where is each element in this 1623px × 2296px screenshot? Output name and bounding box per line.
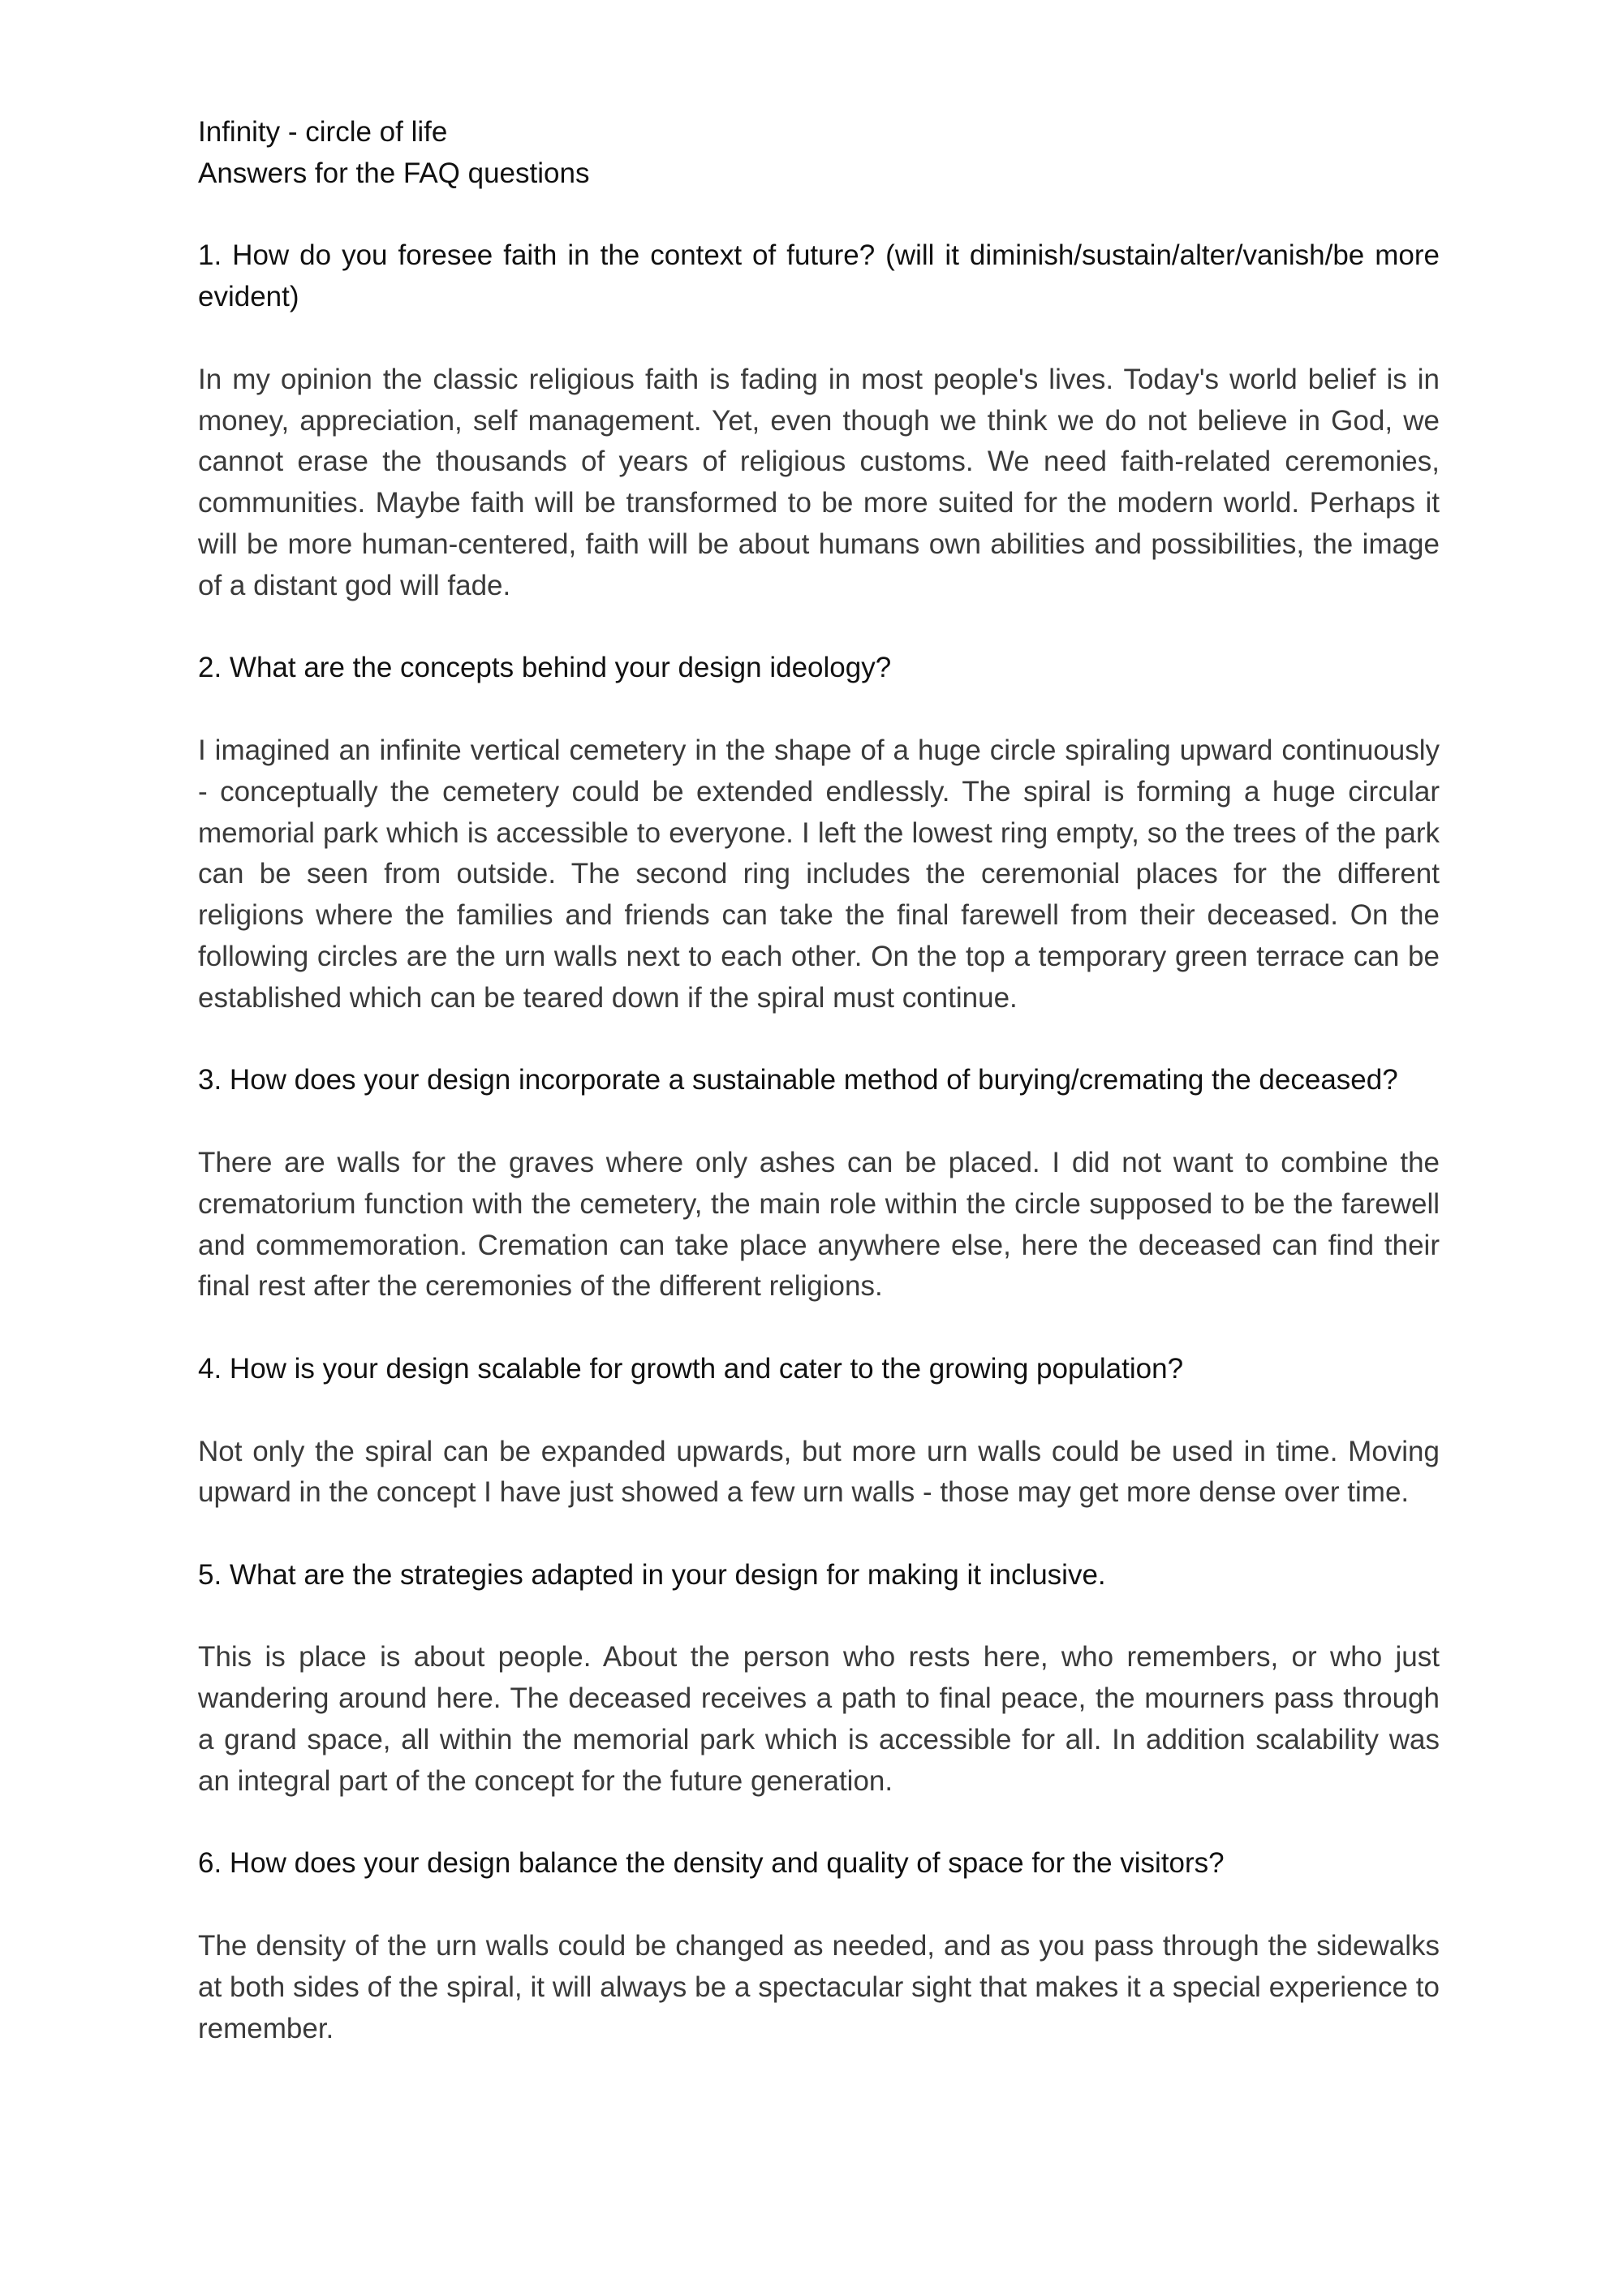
answer-3: There are walls for the graves where only ashes can be placed. I did not want to combine the crematorium function with the cemetery, the main role within the circle supposed to be the farewell and commemoration. Cremation can take place anywhere else, here the deceased can find their final rest after the ceremonies of the different religions. [198,1146,1440,1303]
question-3: 3. How does your design incorporate a sustainable method of burying/cremating the deceased? [198,1064,1398,1096]
document-title: Infinity - circle of life [198,116,448,148]
answer-5: This is place is about people. About the person who rests here, who remembers, or who just wandering around here. The deceased receives a path to final peace, the mourners pass through a grand space, all within the memorial park which is accessible for all. In addition scalability was an integral part of the concept for the future generation. [198,1641,1440,1797]
spacer [198,1390,1440,1432]
spacer [198,1307,1440,1349]
spacer [198,195,1440,236]
spacer [198,1596,1440,1638]
document-page [198,112,1440,2049]
spacer [198,1101,1440,1143]
spacer [198,607,1440,648]
spacer [198,1019,1440,1061]
spacer [198,1514,1440,1555]
answer-2: I imagined an infinite vertical cemetery in the shape of a huge circle spiraling upward continuously - conceptually the cemetery could be extended endlessly. The spiral is forming a huge circular memorial park which is accessible to everyone. I left the lowest ring empty, so the trees of the park can be seen from outside. The second ring includes the ceremonial places for the different religions where the families and friends can take the final farewell from their deceased. On the following circles are the urn walls next to each other. On the top a temporary green terrace can be established which can be teared down if the spiral must continue. [198,734,1440,1014]
spacer [198,1885,1440,1926]
question-6: 6. How does your design balance the density and quality of space for the visitors? [198,1847,1225,1880]
question-5: 5. What are the strategies adapted in your design for making it inclusive. [198,1558,1106,1591]
answer-4: Not only the spiral can be expanded upwards, but more urn walls could be used in time. Moving upward in the concept I have just showed a few urn walls - those may get more dense over time. [198,1435,1440,1509]
question-1: 1. How do you foresee faith in the context of future? (will it diminish/sustain/alter/vanish/be more evident) [198,239,1440,313]
spacer [198,1803,1440,1844]
question-4: 4. How is your design scalable for growth and cater to the growing population? [198,1352,1184,1385]
document-subtitle: Answers for the FAQ questions [198,157,590,189]
question-2: 2. What are the concepts behind your design ideology? [198,652,892,684]
answer-1: In my opinion the classic religious faith is fading in most people's lives. Today's world belief is in money, appreciation, self management. Yet, even though we think we do not believe in God, we cannot erase the thousands of years of religious customs. We need faith-related ceremonies, communities. Maybe faith will be transformed to be more suited for the modern world. Perhaps it will be more human-centered, faith will be about humans own abilities and possibilities, the image of a distant god will fade. [198,363,1440,601]
spacer [198,318,1440,360]
answer-6: The density of the urn walls could be changed as needed, and as you pass through the sidewalks at both sides of the spiral, it will always be a spectacular sight that makes it a special experience to remember. [198,1930,1440,2044]
spacer [198,689,1440,730]
